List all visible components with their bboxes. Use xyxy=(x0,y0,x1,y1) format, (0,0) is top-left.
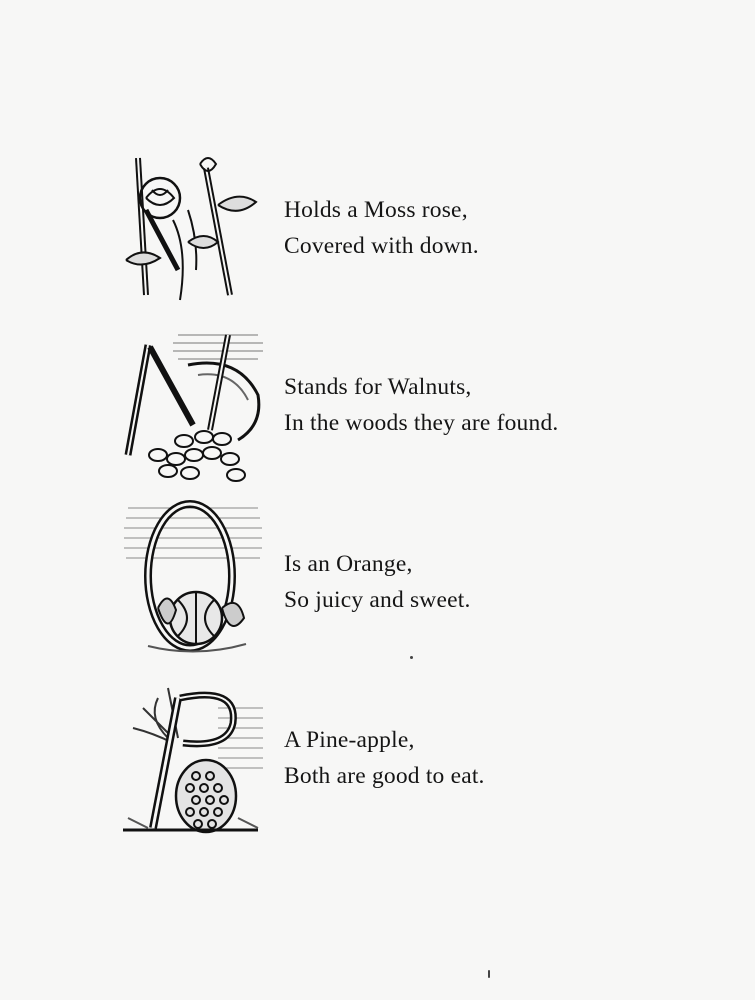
letter-n-walnuts-illustration xyxy=(118,325,268,485)
verse-line-2: Both are good to eat. xyxy=(284,763,485,789)
verse-line-1: Is an Orange, xyxy=(284,551,413,577)
entry-p xyxy=(118,678,718,848)
verse-line-2: So juicy and sweet. xyxy=(284,587,471,613)
orange-icon xyxy=(118,498,268,658)
verse-line-1: A Pine-apple, xyxy=(284,727,415,753)
entry-n xyxy=(118,325,718,495)
entry-m xyxy=(118,150,718,320)
verse-p xyxy=(284,722,485,794)
letter-m-moss-rose-illustration xyxy=(118,150,268,310)
paper-speck xyxy=(410,656,413,659)
entry-o xyxy=(118,498,718,668)
verse-line-1: Stands for Walnuts, xyxy=(284,374,472,400)
verse-line-1: Holds a Moss rose, xyxy=(284,197,468,223)
letter-o-orange-illustration xyxy=(118,498,268,658)
pine-apple-icon xyxy=(118,678,268,838)
paper-speck xyxy=(488,970,490,978)
walnuts-icon xyxy=(118,325,268,485)
verse-n xyxy=(284,369,558,441)
letter-p-pine-apple-illustration xyxy=(118,678,268,838)
verse-line-2: In the woods they are found. xyxy=(284,410,559,436)
moss-rose-icon xyxy=(118,150,268,310)
verse-m xyxy=(284,192,479,264)
verse-o xyxy=(284,546,471,618)
verse-line-2: Covered with down. xyxy=(284,233,479,259)
